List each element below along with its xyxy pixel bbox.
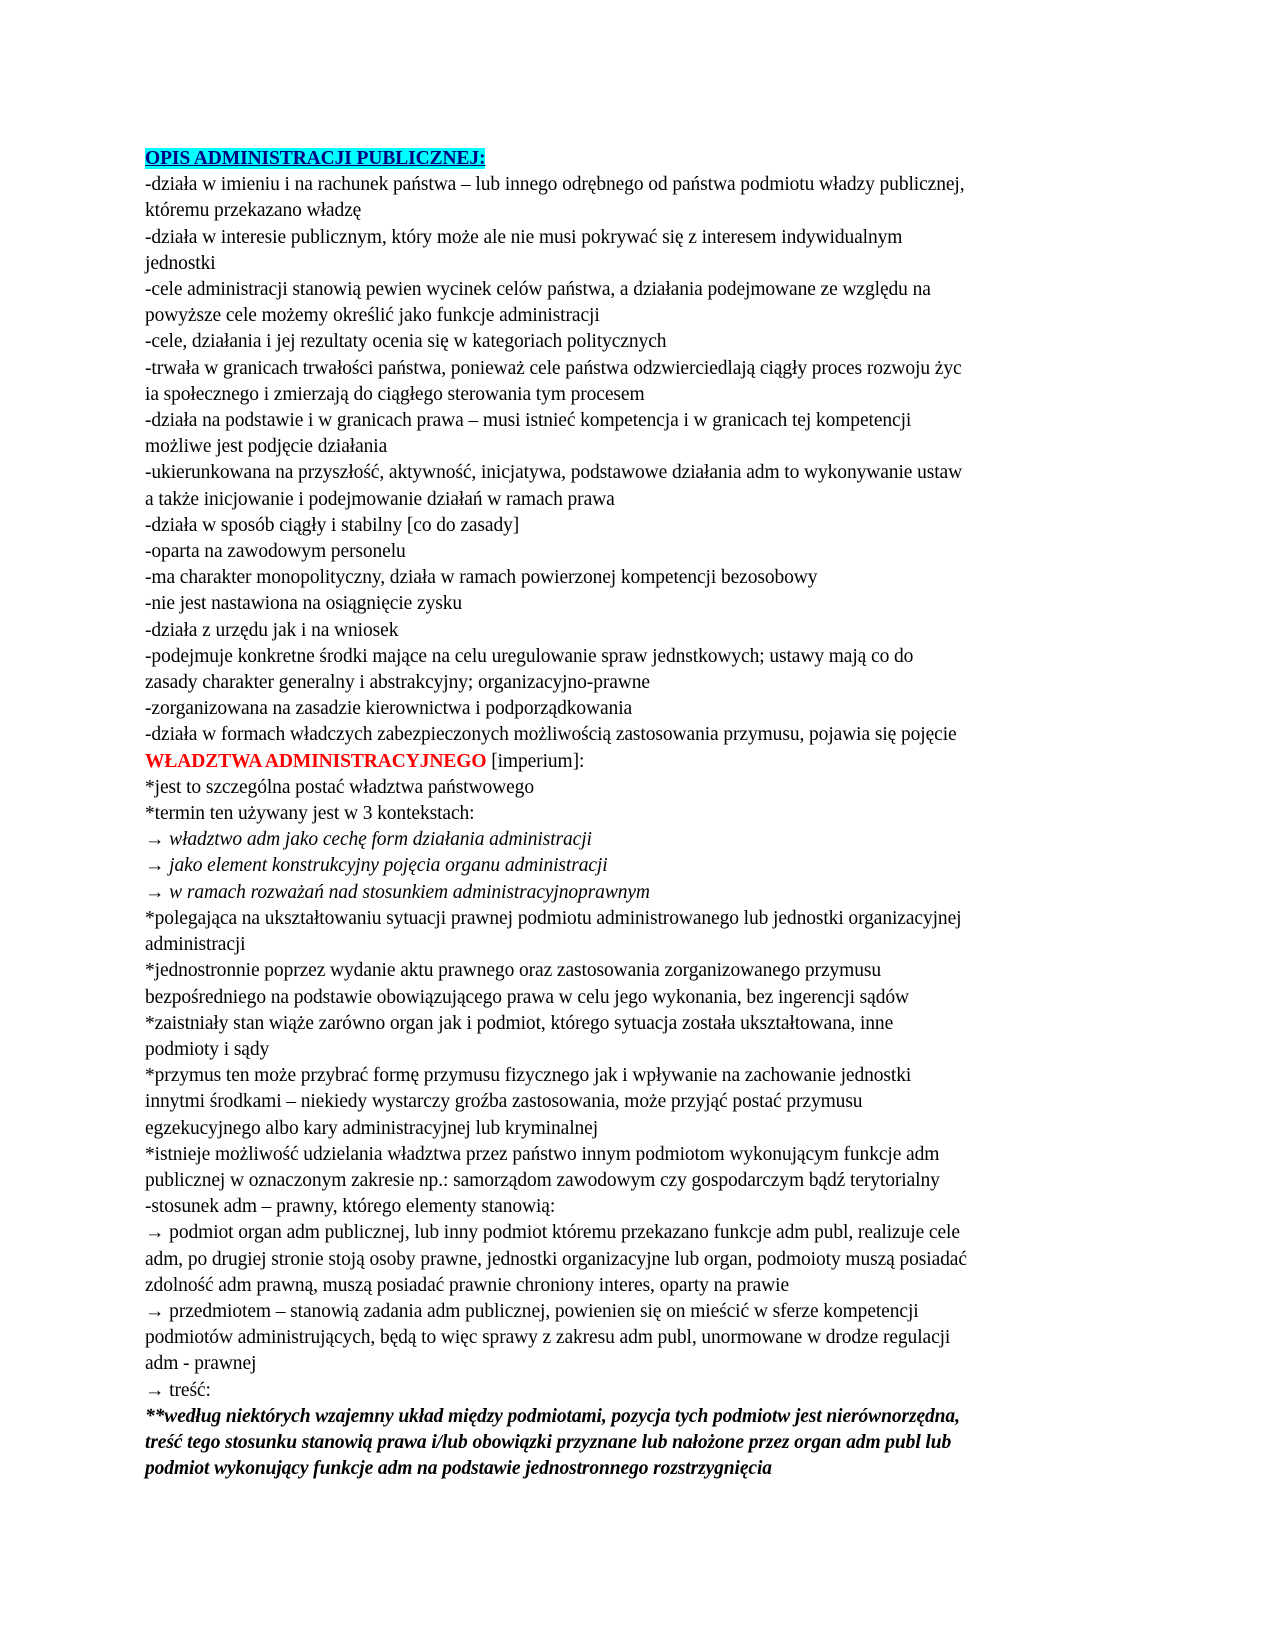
- text-line: adm, po drugiej stronie stoją osoby prawne, jednostki organizacyjne lub organ, podmoioty muszą posiadać: [145, 1248, 967, 1270]
- text-line: -cele administracji stanowią pewien wycinek celów państwa, a działania podejmowane ze względu na: [145, 279, 931, 301]
- italic-line: → jako element konstrukcyjny pojęcia organu administracji: [145, 855, 608, 877]
- text-line: *zaistniały stan wiąże zarówno organ jak i podmiot, którego sytuacja została ukształtowana, inne: [145, 1012, 894, 1034]
- text-line: bezpośredniego na podstawie obowiązującego prawa w celu jego wykonania, bez ingerencji sądów: [145, 986, 910, 1008]
- text-line: -ukierunkowana na przyszłość, aktywność, inicjatywa, podstawowe działania adm to wykonywanie ustaw: [145, 462, 963, 484]
- text-line: *polegająca na ukształtowaniu sytuacji prawnej podmiotu administrowanego lub jednostki organizacyjnej: [145, 907, 962, 929]
- text-line: możliwe jest podjęcie działania: [145, 436, 388, 458]
- text-line: -działa na podstawie i w granicach prawa – musi istnieć kompetencja i w granicach tej kompetencji: [145, 410, 912, 432]
- bold-italic-line: **według niektórych wzajemny układ między podmiotami, pozycja tych podmiotw jest nierównorzędna,: [145, 1405, 960, 1427]
- text-line: innytmi środkami – niekiedy wystarczy groźba zastosowania, może przyjąć postać przymusu: [145, 1091, 863, 1113]
- text-line: jednostki: [145, 252, 216, 274]
- highlight-line: [145, 749, 1135, 775]
- text-line: *jest to szczególna postać władztwa państwowego: [145, 776, 534, 798]
- text-line: a także inicjowanie i podejmowanie działań w ramach prawa: [145, 488, 615, 510]
- text-line: *jednostronnie poprzez wydanie aktu prawnego oraz zastosowania zorganizowanego przymusu: [145, 960, 882, 982]
- text-line: podmiotów administrujących, będą to więc sprawy z zakresu adm publ, unormowane w drodze regulacji: [145, 1327, 951, 1349]
- heading-line: [145, 146, 1135, 172]
- text-line: -stosunek adm – prawny, którego elementy stanowią:: [145, 1196, 556, 1218]
- text-line: -ma charakter monopolityczny, działa w ramach powierzonej kompetencji bezosobowy: [145, 567, 818, 589]
- text-line: -nie jest nastawiona na osiągnięcie zysku: [145, 593, 463, 615]
- text-line: -działa z urzędu jak i na wniosek: [145, 619, 399, 641]
- text-line: -zorganizowana na zasadzie kierownictwa i podporządkowania: [145, 698, 633, 720]
- text-line: → treść:: [145, 1379, 211, 1401]
- bold-italic-line: podmiot wykonujący funkcje adm na podstawie jednostronnego rozstrzygnięcia: [145, 1458, 772, 1480]
- highlight-suffix: [imperium]:: [486, 750, 585, 772]
- page-title: OPIS ADMINISTRACJI PUBLICZNEJ:: [145, 148, 486, 169]
- highlight-term: WŁADZTWA ADMINISTRACYJNEGO: [145, 750, 487, 772]
- text-line: *termin ten używany jest w 3 kontekstach:: [145, 803, 475, 825]
- text-line: któremu przekazano władzę: [145, 200, 362, 222]
- text-line: -podejmuje konkretne środki mające na celu uregulowanie spraw jednstkowych; ustawy mają co do: [145, 645, 914, 667]
- text-line: -cele, działania i jej rezultaty ocenia się w kategoriach politycznych: [145, 331, 667, 353]
- text-line: podmioty i sądy: [145, 1038, 270, 1060]
- text-line: -działa w interesie publicznym, który może ale nie musi pokrywać się z interesem indywidualnym: [145, 226, 903, 248]
- document-page: [145, 146, 1135, 1482]
- text-line: powyższe cele możemy określić jako funkcje administracji: [145, 305, 600, 327]
- text-line: egzekucyjnego albo kary administracyjnej lub kryminalnej: [145, 1117, 599, 1139]
- text-line: *przymus ten może przybrać formę przymusu fizycznego jak i wpływanie na zachowanie jednostki: [145, 1065, 912, 1087]
- text-line: zasady charakter generalny i abstrakcyjny; organizacyjno-prawne: [145, 672, 650, 694]
- text-line: -trwała w granicach trwałości państwa, ponieważ cele państwa odzwierciedlają ciągły proces rozwoju życ: [145, 357, 962, 379]
- text-line: zdolność adm prawną, muszą posiadać prawnie chroniony interes, oparty na prawie: [145, 1274, 790, 1296]
- text-line: publicznej w oznaczonym zakresie np.: samorządom zawodowym czy gospodarczym bądź terytorialny: [145, 1169, 940, 1191]
- text-line: → przedmiotem – stanowią zadania adm publicznej, powienien się on mieścić w sferze kompetencji: [145, 1300, 919, 1322]
- italic-line: → w ramach rozważań nad stosunkiem administracyjnoprawnym: [145, 881, 650, 903]
- text-line: *istnieje możliwość udzielania władztwa przez państwo innym podmiotom wykonującym funkcje adm: [145, 1143, 940, 1165]
- italic-line: → władztwo adm jako cechę form działania administracji: [145, 829, 592, 851]
- text-line: adm - prawnej: [145, 1353, 257, 1375]
- text-line: -oparta na zawodowym personelu: [145, 541, 406, 563]
- text-line: ia społecznego i zmierzają do ciągłego sterowania tym procesem: [145, 383, 645, 405]
- bold-italic-line: treść tego stosunku stanowią prawa i/lub obowiązki przyznane lub nałożone przez organ adm publ lub: [145, 1431, 952, 1453]
- text-line: administracji: [145, 934, 246, 956]
- text-line: -działa w imieniu i na rachunek państwa – lub innego odrębnego od państwa podmiotu władzy publicznej,: [145, 174, 965, 196]
- text-line: -działa w formach władczych zabezpieczonych możliwością zastosowania przymusu, pojawia się pojęcie: [145, 724, 957, 746]
- text-line: -działa w sposób ciągły i stabilny [co do zasady]: [145, 514, 520, 536]
- text-line: → podmiot organ adm publicznej, lub inny podmiot któremu przekazano funkcje adm publ, realizuje cele: [145, 1222, 960, 1244]
